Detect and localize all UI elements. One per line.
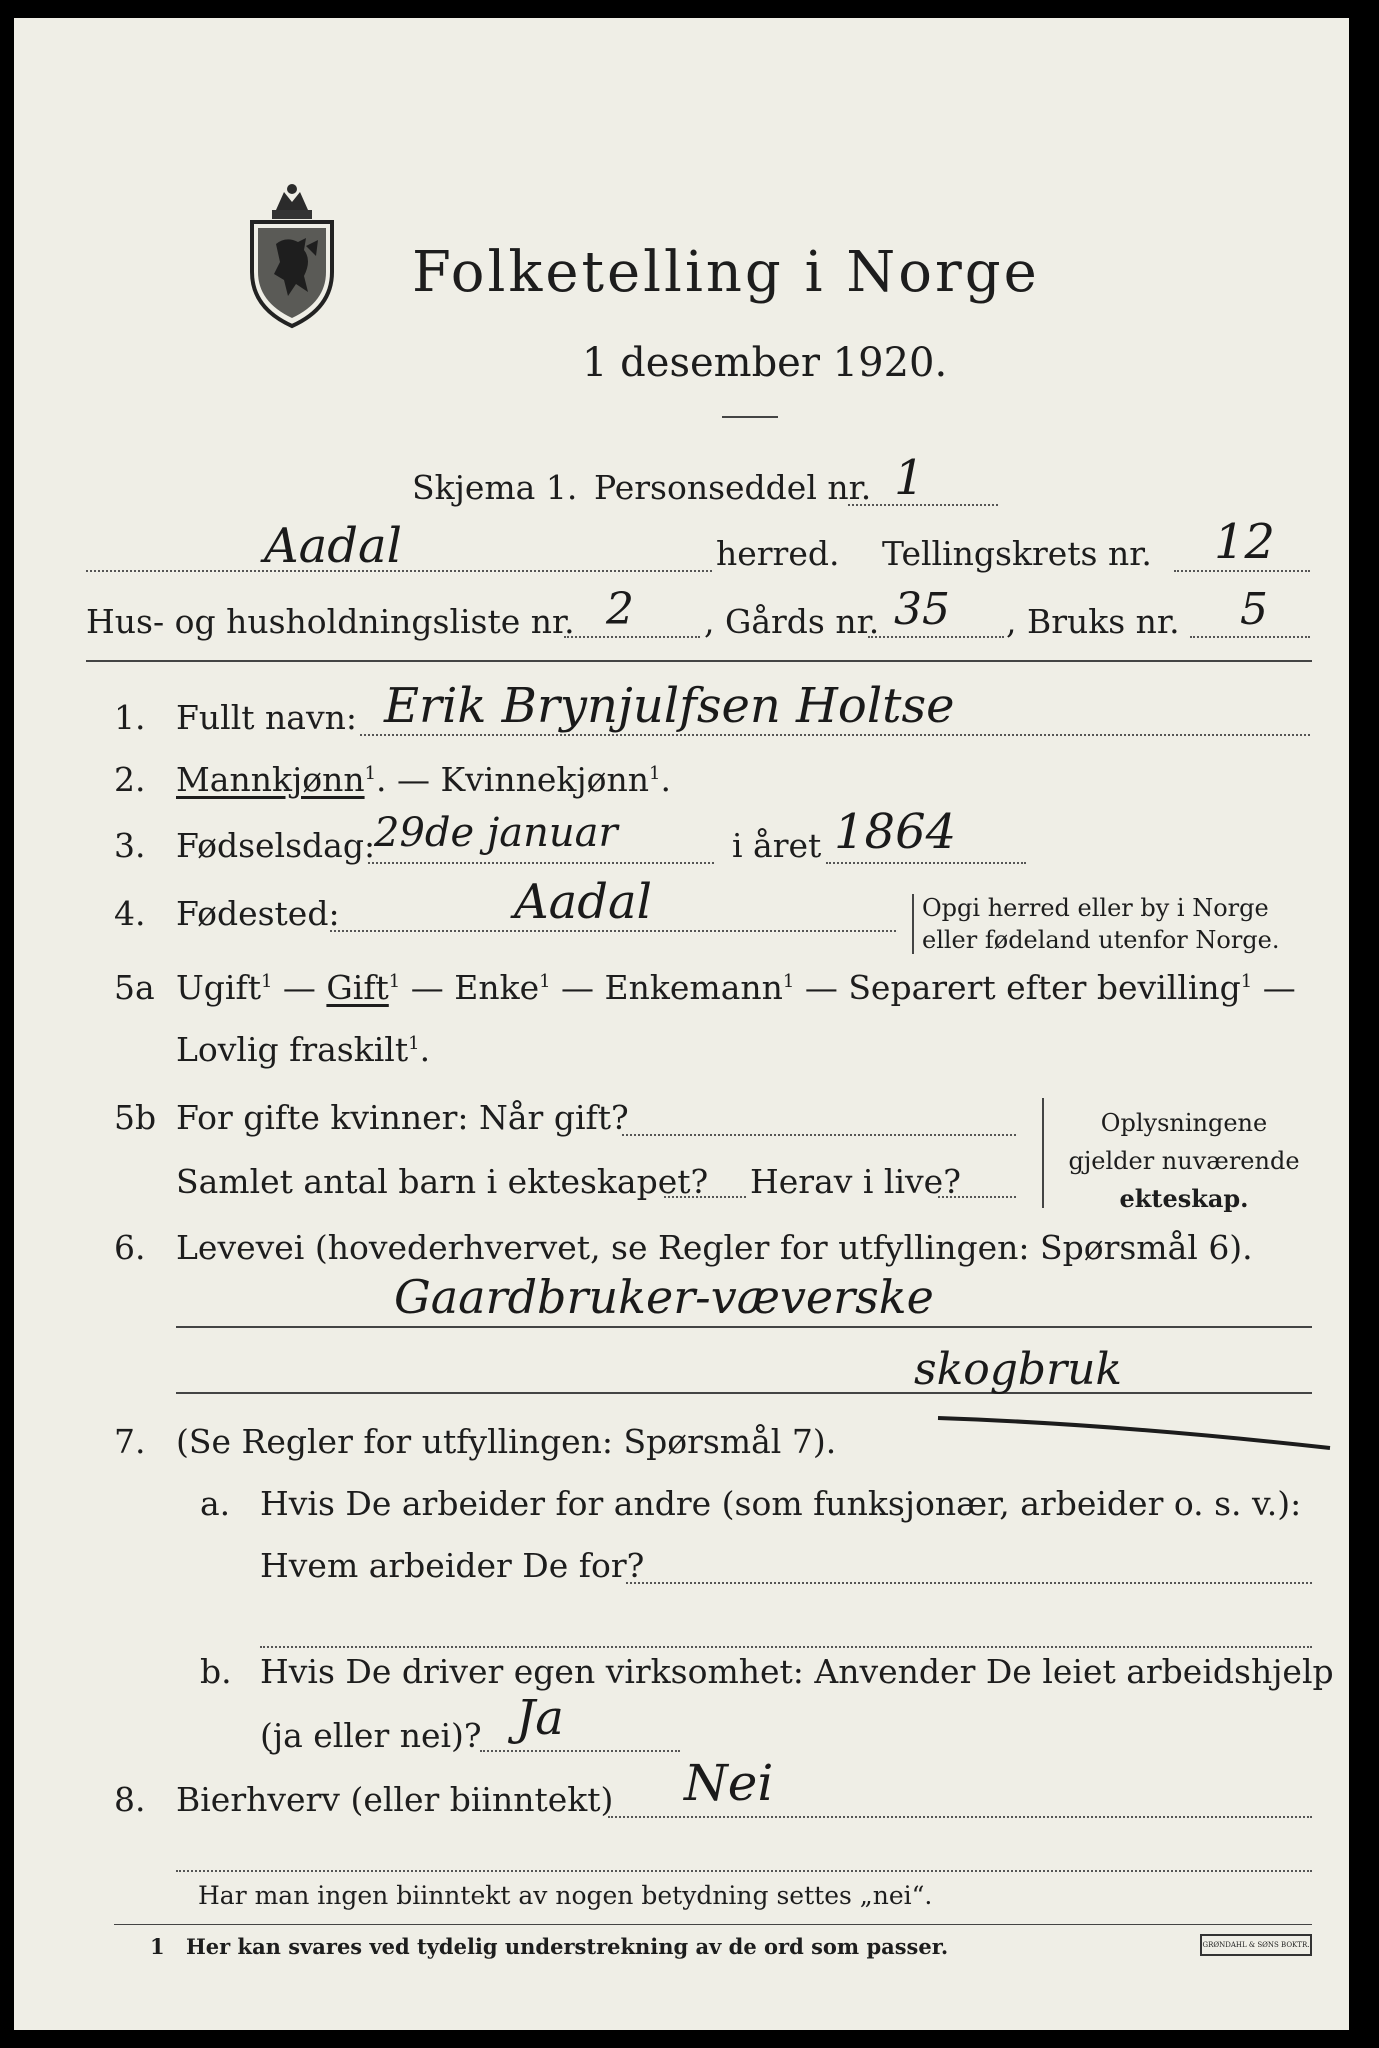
- q2-gender-row: Mannkjønn$^1$. — Kvinnekjønn$^1$.: [176, 760, 671, 799]
- personseddel-label: Personseddel nr.: [594, 468, 872, 507]
- children-alive-field[interactable]: [938, 1196, 1016, 1198]
- occupation-line-2: [176, 1392, 1312, 1394]
- full-name-field[interactable]: Erik Brynjulfsen Holtse: [384, 678, 955, 734]
- q7-number: 7.: [114, 1422, 146, 1461]
- header-divider: [86, 660, 1312, 662]
- gards-field[interactable]: 35: [894, 584, 950, 635]
- q5a-number: 5a: [114, 968, 155, 1007]
- bruks-field[interactable]: 5: [1240, 584, 1268, 635]
- herred-field[interactable]: Aadal: [264, 518, 402, 574]
- married-when-label: For gifte kvinner: Når gift?: [176, 1098, 629, 1137]
- ugift-option[interactable]: Ugift: [176, 968, 261, 1007]
- q5b-brace: [1042, 1098, 1046, 1208]
- marital-status-row-2: Lovlig fraskilt$^1$.: [176, 1030, 431, 1069]
- personseddel-field[interactable]: 1: [894, 450, 925, 506]
- side-income-field[interactable]: Nei: [684, 1754, 774, 1812]
- birthplace-field[interactable]: Aadal: [514, 874, 652, 930]
- q7b-question: (ja eller nei)?: [260, 1716, 482, 1755]
- herred-label: herred.: [716, 534, 840, 573]
- children-count-label: Samlet antal barn i ekteskapet?: [176, 1162, 709, 1201]
- birthday-field-line: [368, 862, 714, 864]
- birthplace-field-line: [330, 930, 896, 932]
- norwegian-lion-coat-of-arms-icon: [246, 180, 338, 330]
- footer-divider: [114, 1924, 1312, 1925]
- tellingskrets-field-line: [1174, 570, 1310, 572]
- side-income-field-line-2[interactable]: [176, 1870, 1312, 1872]
- children-count-field[interactable]: [664, 1196, 746, 1198]
- male-option[interactable]: Mannkjønn: [176, 760, 365, 799]
- tellingskrets-label: Tellingskrets nr.: [882, 534, 1152, 573]
- q4-number: 4.: [114, 894, 146, 933]
- q7-label: (Se Regler for utfyllingen: Spørsmål 7).: [176, 1422, 837, 1461]
- enkemann-option[interactable]: Enkemann: [604, 968, 783, 1007]
- husliste-label: Hus- og husholdningsliste nr.: [86, 602, 575, 641]
- skjema-label: Skjema 1.: [412, 468, 578, 507]
- employer-field-line-2[interactable]: [260, 1646, 1312, 1648]
- census-form-page: [14, 18, 1349, 2030]
- employer-field[interactable]: [626, 1582, 1312, 1584]
- bruks-field-line: [1190, 636, 1310, 638]
- occupation-field-1[interactable]: Gaardbruker-væverske: [394, 1270, 934, 1324]
- q7b-letter: b.: [200, 1652, 232, 1691]
- year-field-line: [826, 862, 1026, 864]
- lovlig-fraskilt-option[interactable]: Lovlig fraskilt: [176, 1030, 409, 1069]
- q7a-text: Hvis De arbeider for andre (som funksjonær, arbeider o. s. v.):: [260, 1484, 1302, 1523]
- q6-number: 6.: [114, 1228, 146, 1267]
- q7a-letter: a.: [200, 1484, 231, 1523]
- husliste-field[interactable]: 2: [606, 584, 634, 635]
- marital-status-row: Ugift$^1$ — Gift$^1$ — Enke$^1$ — Enkemann$^1$ — Separert efter bevilling$^1$ —: [176, 968, 1296, 1007]
- q1-label: Fullt navn:: [176, 698, 357, 737]
- married-when-field[interactable]: [622, 1134, 1016, 1136]
- hired-help-field-line: [480, 1750, 680, 1752]
- q8-label: Bierhverv (eller biinntekt): [176, 1780, 614, 1819]
- q7b-text: Hvis De driver egen virksomhet: Anvender De leiet arbeidshjelp: [260, 1652, 1334, 1691]
- children-alive-label: Herav i live?: [750, 1162, 961, 1201]
- tellingskrets-field[interactable]: 12: [1214, 514, 1276, 570]
- bruks-label: , Bruks nr.: [1006, 602, 1180, 641]
- hired-help-field[interactable]: Ja: [516, 1690, 564, 1746]
- q5b-note: Oplysningene gjelder nuværende ekteskap.: [1068, 1109, 1300, 1213]
- birthday-field[interactable]: 29de januar: [374, 810, 618, 856]
- gift-option[interactable]: Gift: [326, 968, 389, 1007]
- footnote: 1 Her kan svares ved tydelig understrekning av de ord som passer.: [150, 1934, 949, 1959]
- occupation-line-1: [176, 1326, 1312, 1328]
- year-field[interactable]: 1864: [834, 804, 957, 860]
- q5b-number: 5b: [114, 1098, 157, 1137]
- q7a-question: Hvem arbeider De for?: [260, 1546, 645, 1585]
- side-income-field-line: [608, 1816, 1312, 1818]
- husliste-field-line: [564, 636, 700, 638]
- title-divider: [722, 416, 778, 418]
- form-date: 1 desember 1920.: [582, 340, 948, 386]
- q6-label: Levevei (hovederhvervet, se Regler for utfyllingen: Spørsmål 6).: [176, 1228, 1253, 1267]
- printer-stamp: GRØNDAHL & SØNS BOKTR.: [1200, 1934, 1312, 1956]
- female-option[interactable]: Kvinnekjønn: [440, 760, 650, 799]
- form-title: Folketelling i Norge: [412, 240, 1040, 305]
- q1-number: 1.: [114, 698, 146, 737]
- q8-number: 8.: [114, 1780, 146, 1819]
- handwritten-strike-line: [934, 1398, 1334, 1468]
- separert-option[interactable]: Separert efter bevilling: [848, 968, 1241, 1007]
- q2-number: 2.: [114, 760, 146, 799]
- enke-option[interactable]: Enke: [454, 968, 540, 1007]
- no-income-note: Har man ingen biinntekt av nogen betydning settes „nei“.: [198, 1881, 933, 1910]
- q3-label: Fødselsdag:: [176, 826, 376, 865]
- gards-label: , Gårds nr.: [704, 602, 880, 641]
- birthplace-note: Opgi herred eller by i Norge eller fødeland utenfor Norge.: [912, 894, 1280, 954]
- q4-label: Fødested:: [176, 894, 340, 933]
- year-label: i året: [732, 826, 822, 865]
- q3-number: 3.: [114, 826, 146, 865]
- q1-field-line: [360, 734, 1310, 736]
- occupation-field-2[interactable]: skogbruk: [914, 1344, 1123, 1395]
- gards-field-line: [868, 636, 1004, 638]
